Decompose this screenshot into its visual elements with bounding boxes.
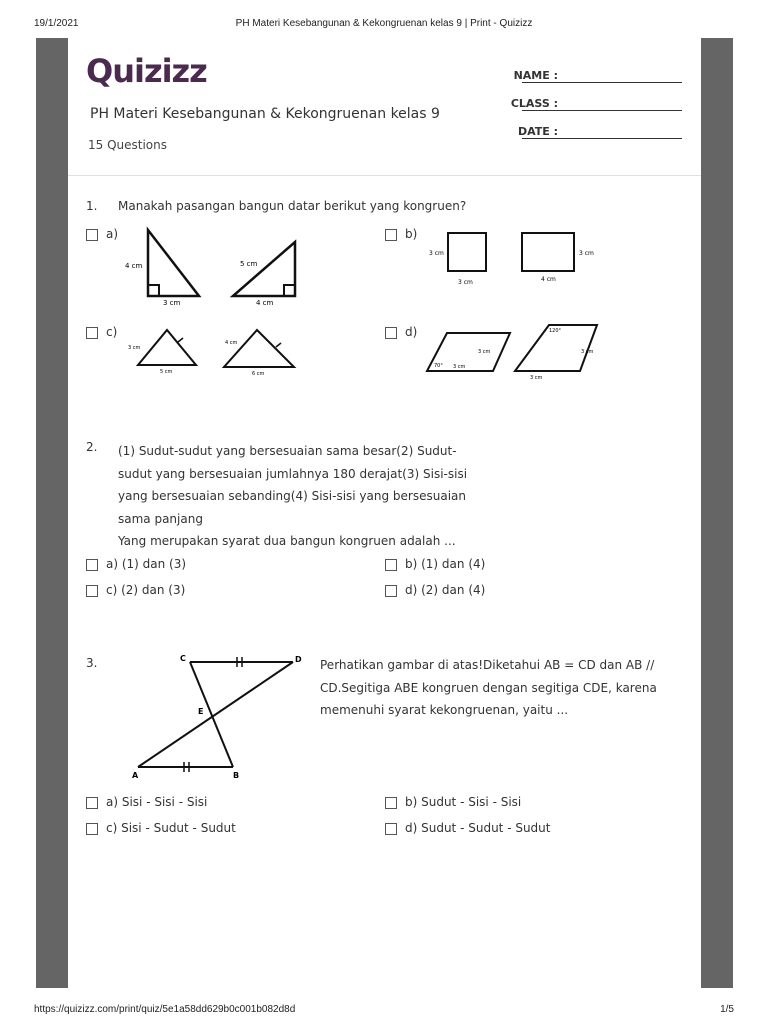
q1-option-d-checkbox[interactable] bbox=[385, 327, 397, 339]
page-number: 1/5 bbox=[720, 1004, 734, 1015]
name-line bbox=[522, 82, 682, 83]
q3-option-d-label: d) Sudut - Sudut - Sudut bbox=[405, 821, 551, 835]
q2-line: (1) Sudut-sudut yang bersesuaian sama besar(2) Sudut- bbox=[118, 444, 457, 458]
header-divider bbox=[68, 175, 701, 176]
worksheet bbox=[68, 38, 701, 988]
q1d-label-6: 120° bbox=[549, 328, 562, 334]
q1-option-d-label: d) bbox=[405, 325, 418, 339]
q2-text bbox=[118, 440, 468, 553]
q1-figure-c bbox=[126, 325, 306, 380]
q1-figure-a bbox=[123, 226, 303, 308]
q3-figure bbox=[128, 652, 308, 782]
q2-option-b-checkbox[interactable] bbox=[385, 559, 397, 571]
class-label: CLASS : bbox=[510, 97, 558, 110]
q1c-label-3: 4 cm bbox=[225, 340, 238, 346]
q1-option-c-checkbox[interactable] bbox=[86, 327, 98, 339]
q2-line: sama panjang bbox=[118, 511, 203, 526]
print-footer bbox=[0, 994, 768, 1024]
q3-point-b: B bbox=[233, 771, 240, 780]
q1-figure-d bbox=[425, 323, 605, 381]
left-margin-bar bbox=[36, 38, 68, 988]
q1-text: Manakah pasangan bangun datar berikut yang kongruen? bbox=[118, 199, 467, 213]
q1c-label-4: 6 cm bbox=[252, 371, 265, 377]
q3-point-e: E bbox=[198, 707, 204, 716]
q2-option-c-label: c) (2) dan (3) bbox=[106, 583, 186, 597]
q1d-label-1: 3 cm bbox=[478, 349, 491, 355]
q3-option-d-checkbox[interactable] bbox=[385, 823, 397, 835]
q1-number: 1. bbox=[86, 199, 98, 213]
q1d-label-5: 3 cm bbox=[530, 375, 543, 381]
q1a-label-1: 4 cm bbox=[125, 262, 143, 270]
q3-option-c-checkbox[interactable] bbox=[86, 823, 98, 835]
q3-option-c-label: c) Sisi - Sudut - Sudut bbox=[106, 821, 236, 835]
q2-option-c-checkbox[interactable] bbox=[86, 585, 98, 597]
q2-option-b-label: b) (1) dan (4) bbox=[405, 557, 486, 571]
q2-line: sudut yang bersesuaian jumlahnya 180 derajat(3) Sisi-sisi bbox=[118, 466, 468, 481]
q3-option-b-checkbox[interactable] bbox=[385, 797, 397, 809]
q2-option-a-checkbox[interactable] bbox=[86, 559, 98, 571]
q1c-label-2: 5 cm bbox=[160, 369, 173, 375]
q3-option-a-checkbox[interactable] bbox=[86, 797, 98, 809]
q1c-label-1: 3 cm bbox=[128, 345, 141, 351]
q1b-label-2: 3 cm bbox=[458, 279, 473, 286]
print-date: 19/1/2021 bbox=[34, 18, 79, 29]
q3-point-c: C bbox=[180, 654, 186, 663]
q2-option-d-checkbox[interactable] bbox=[385, 585, 397, 597]
q1a-label-4: 4 cm bbox=[256, 299, 274, 307]
q1-option-a-label: a) bbox=[106, 227, 119, 241]
q2-line: yang bersesuaian sebanding(4) Sisi-sisi yang bersesuaian bbox=[118, 489, 466, 503]
q1d-label-3: 70° bbox=[434, 363, 443, 369]
q1-option-c-label: c) bbox=[106, 325, 118, 339]
question-count: 15 Questions bbox=[88, 138, 168, 152]
q1-figure-b bbox=[423, 228, 603, 288]
q3-line: Perhatikan gambar di atas!Diketahui AB = CD dan AB // bbox=[320, 658, 655, 672]
q3-option-b-label: b) Sudut - Sisi - Sisi bbox=[405, 795, 522, 809]
q3-point-a: A bbox=[132, 771, 139, 780]
q2-option-a-label: a) (1) dan (3) bbox=[106, 557, 187, 571]
print-header bbox=[0, 0, 768, 36]
q3-text bbox=[320, 654, 660, 722]
quiz-title: PH Materi Kesebangunan & Kekongruenan kelas 9 bbox=[90, 106, 440, 122]
q3-line: CD.Segitiga ABE kongruen dengan segitiga CDE, karena bbox=[320, 680, 657, 695]
q2-option-d-label: d) (2) dan (4) bbox=[405, 583, 486, 597]
q1d-label-2: 3 cm bbox=[453, 364, 466, 370]
q1a-label-2: 3 cm bbox=[163, 299, 181, 307]
q2-number: 2. bbox=[86, 440, 98, 454]
q1a-label-3: 5 cm bbox=[240, 260, 258, 268]
q1-option-b-label: b) bbox=[405, 227, 418, 241]
q3-point-d: D bbox=[295, 655, 302, 664]
print-title: PH Materi Kesebangunan & Kekongruenan kelas 9 | Print - Quizizz bbox=[235, 18, 533, 29]
q1b-label-3: 3 cm bbox=[579, 250, 594, 257]
q1b-label-4: 4 cm bbox=[541, 276, 556, 283]
class-line bbox=[522, 110, 682, 111]
q2-line: Yang merupakan syarat dua bangun kongruen adalah ... bbox=[118, 534, 456, 548]
date-line bbox=[522, 138, 682, 139]
right-margin-bar bbox=[701, 38, 733, 988]
q1-option-a-checkbox[interactable] bbox=[86, 229, 98, 241]
q3-line: memenuhi syarat kekongruenan, yaitu ... bbox=[320, 703, 569, 717]
q1-option-b-checkbox[interactable] bbox=[385, 229, 397, 241]
date-label: DATE : bbox=[517, 125, 558, 138]
q1d-label-4: 3 cm bbox=[581, 349, 594, 355]
quizizz-logo: Quizizz bbox=[86, 52, 207, 90]
print-url[interactable]: https://quizizz.com/print/quiz/5e1a58dd629b0c001b082d8d bbox=[34, 1004, 296, 1015]
q1b-label-1: 3 cm bbox=[429, 250, 444, 257]
name-label: NAME : bbox=[513, 69, 558, 82]
q3-number: 3. bbox=[86, 656, 98, 670]
q3-option-a-label: a) Sisi - Sisi - Sisi bbox=[106, 795, 208, 809]
